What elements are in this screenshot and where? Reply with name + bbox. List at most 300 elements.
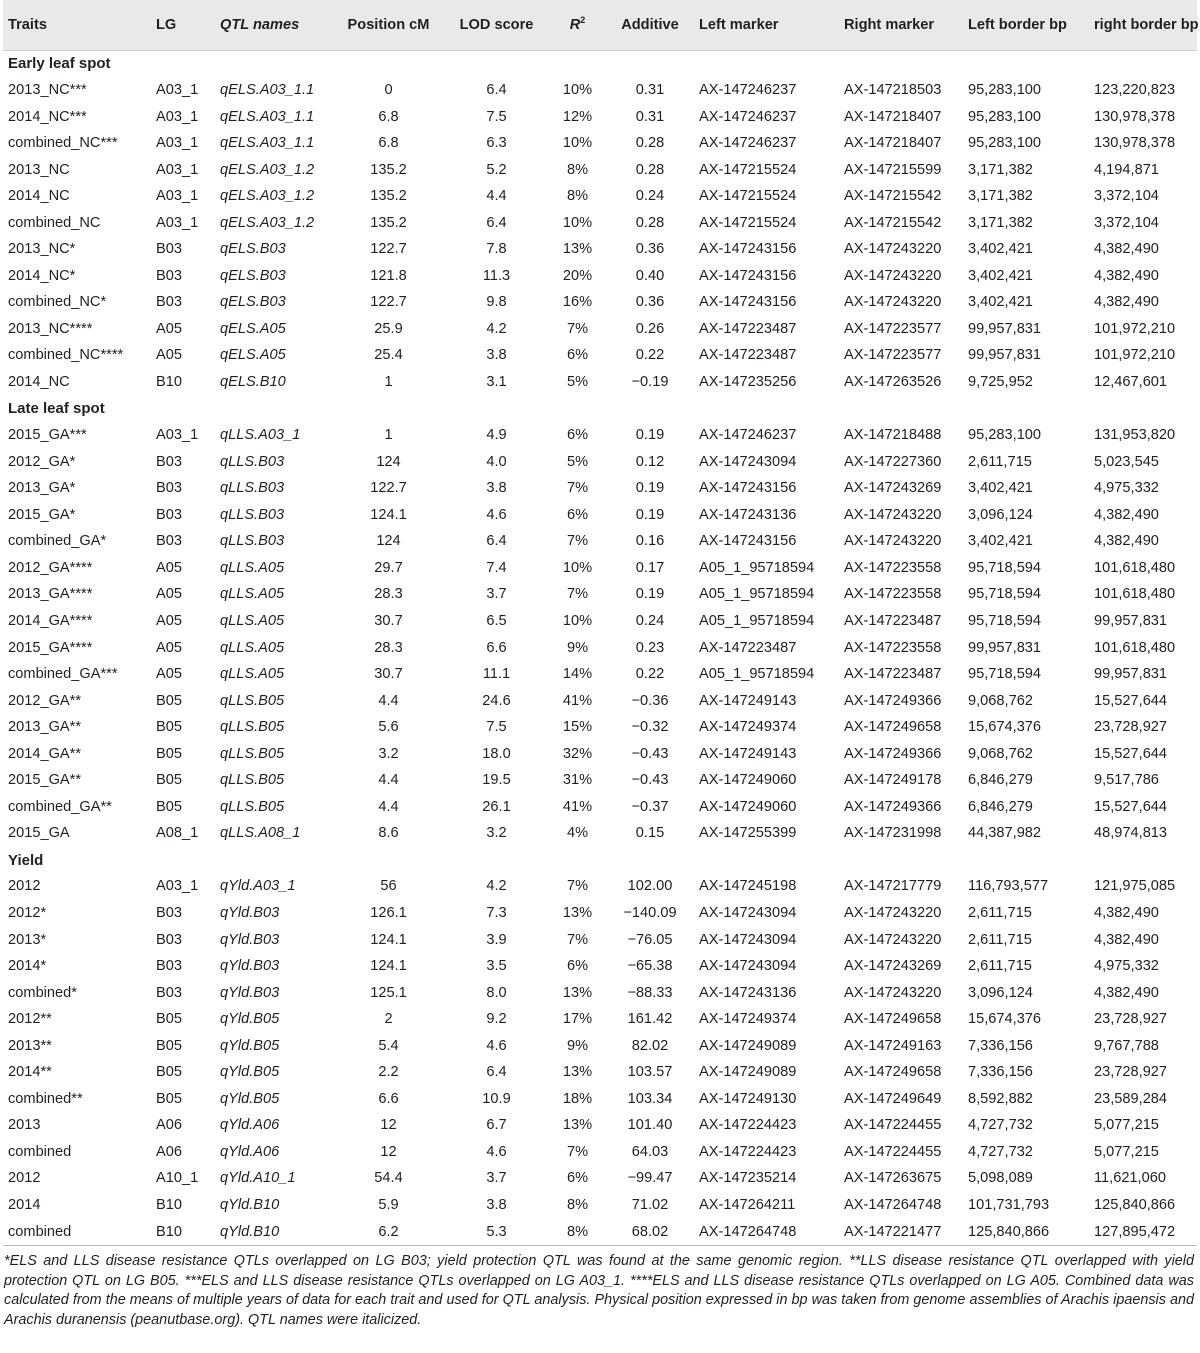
- cell-right-marker: AX-147263526: [844, 374, 942, 391]
- section-row: [3, 396, 1197, 423]
- table-row: [3, 714, 1197, 741]
- cell-additive: 0.40: [635, 267, 665, 284]
- cell-lod-score: 4.6: [486, 1037, 507, 1054]
- cell-left-border-bp: 3,402,421: [968, 533, 1033, 550]
- cell-additive: −0.43: [631, 772, 669, 789]
- cell-qtl-name: qYld.A10_1: [220, 1170, 296, 1187]
- cell-right-border-bp: 15,527,644: [1094, 798, 1168, 815]
- table-row: [3, 980, 1197, 1007]
- cell-right-marker: AX-147243220: [844, 931, 942, 948]
- cell-trait: 2013_GA**: [8, 719, 82, 736]
- cell-left-marker: AX-147243136: [699, 984, 797, 1001]
- cell-trait: combined_NC: [8, 214, 101, 231]
- cell-trait: 2015_GA****: [8, 639, 93, 656]
- cell-additive: 0.36: [635, 241, 665, 258]
- cell-lod-score: 3.5: [486, 958, 507, 975]
- cell-additive: 0.16: [635, 533, 665, 550]
- cell-position-cm: 124.1: [370, 506, 407, 523]
- cell-position-cm: 135.2: [370, 214, 407, 231]
- cell-additive: 0.19: [635, 506, 665, 523]
- cell-qtl-name: qLLS.B05: [220, 745, 285, 762]
- cell-lg: A05: [156, 666, 182, 683]
- cell-right-marker: AX-147249178: [844, 772, 942, 789]
- cell-right-border-bp: 127,895,472: [1089, 1219, 1197, 1246]
- table-row: [3, 528, 1197, 555]
- cell-r-squared: 13%: [562, 241, 593, 258]
- cell-additive: 0.36: [635, 294, 665, 311]
- cell-position-cm: 124.1: [370, 958, 407, 975]
- cell-trait: 2015_GA**: [8, 772, 82, 789]
- table-row: [3, 635, 1197, 662]
- cell-lod-score: 5.3: [444, 1219, 549, 1246]
- cell-right-border-bp: 101,618,480: [1094, 586, 1176, 603]
- cell-right-border-bp: 101,972,210: [1094, 320, 1176, 337]
- cell-right-marker: AX-147223558: [844, 559, 942, 576]
- cell-right-border-bp: 4,975,332: [1094, 958, 1159, 975]
- cell-lod-score: 4.4: [486, 188, 507, 205]
- cell-qtl-name: qELS.B03: [220, 294, 286, 311]
- cell-trait: 2012: [8, 878, 41, 895]
- cell-lg: B05: [156, 1064, 182, 1081]
- cell-qtl-name: qYld.B05: [220, 1011, 280, 1028]
- cell-r-squared: 31%: [562, 772, 593, 789]
- cell-left-border-bp: 4,727,732: [968, 1143, 1033, 1160]
- cell-trait: 2012**: [8, 1011, 52, 1028]
- table-row: [3, 77, 1197, 104]
- cell-r-squared: 15%: [562, 719, 593, 736]
- table-footnote: *ELS and LLS disease resistance QTLs overlapped on LG B03; yield protection QTL was found at the same genomic region. **LLS disease resistance QTL overlapped with yield protection QTL on LG B05. ***ELS and LLS disease resistance QTLs overlapped on LG A03_1. ****ELS and LLS disease resistance QTLs overlapped on LG A05. Combined data was calculated from the means of multiple years of data for each trait and used for QTL analysis. Physical position expressed in bp was taken from genome assemblies of Arachis ipaensis and Arachis duranensis (peanutbase.org). QTL names were italicized.: [4, 1253, 1194, 1328]
- cell-r-squared: 7%: [566, 480, 589, 497]
- cell-left-marker: AX-147243156: [699, 480, 797, 497]
- cell-trait: 2013_NC: [8, 161, 70, 178]
- cell-additive: −76.05: [627, 931, 673, 948]
- cell-right-border-bp: 5,023,545: [1094, 453, 1159, 470]
- cell-r-squared: 10%: [562, 214, 593, 231]
- cell-trait: 2013_GA****: [8, 586, 93, 603]
- cell-qtl-name: qYld.B03: [220, 931, 280, 948]
- cell-r-squared: 9%: [566, 1037, 589, 1054]
- cell-position-cm: 56: [380, 878, 397, 895]
- cell-lod-score: 3.7: [486, 586, 507, 603]
- cell-position-cm: 6.8: [378, 135, 399, 152]
- cell-r-squared: 6%: [566, 427, 589, 444]
- cell-r-squared: 6%: [566, 958, 589, 975]
- cell-lod-score: 3.8: [486, 347, 507, 364]
- cell-additive: 0.15: [635, 825, 665, 842]
- header-r-letter: R: [569, 16, 581, 33]
- cell-additive: 0.31: [635, 82, 665, 99]
- cell-qtl-name: qELS.A03_1.1: [220, 135, 315, 152]
- cell-qtl-name: qYld.B05: [220, 1090, 280, 1107]
- cell-left-marker: AX-147264211: [699, 1196, 796, 1213]
- section-title: Early leaf spot: [8, 55, 111, 73]
- cell-qtl-name: qELS.A05: [220, 320, 286, 337]
- cell-r-squared: 4%: [566, 825, 589, 842]
- header-left-border-bp: Left border bp: [963, 0, 1089, 50]
- section-row: [3, 847, 1197, 874]
- cell-additive: 0.26: [635, 320, 665, 337]
- cell-right-border-bp: 123,220,823: [1094, 82, 1176, 99]
- cell-trait: 2015_GA*: [8, 506, 76, 523]
- cell-position-cm: 5.6: [378, 719, 399, 736]
- table-row: [3, 1165, 1197, 1192]
- cell-lg: A05: [156, 612, 182, 629]
- cell-qtl-name: qELS.B03: [220, 241, 286, 258]
- cell-left-marker: AX-147246237: [699, 427, 797, 444]
- cell-qtl-name: qYld.B10: [220, 1196, 280, 1213]
- cell-left-marker: AX-147245198: [699, 878, 797, 895]
- cell-r-squared: 17%: [562, 1011, 593, 1028]
- cell-r-squared: 7%: [566, 1143, 589, 1160]
- table-row: [3, 104, 1197, 131]
- cell-lod-score: 6.4: [486, 533, 507, 550]
- cell-trait: 2015_GA: [8, 825, 70, 842]
- cell-position-cm: 8.6: [378, 825, 399, 842]
- cell-lg: A03_1: [156, 161, 199, 178]
- cell-lod-score: 6.7: [486, 1117, 507, 1134]
- cell-position-cm: 124.1: [370, 931, 407, 948]
- cell-lod-score: 10.9: [482, 1090, 511, 1107]
- cell-lod-score: 4.0: [486, 453, 507, 470]
- cell-trait: 2014: [8, 1196, 41, 1213]
- table-row: [3, 794, 1197, 821]
- cell-right-border-bp: 12,467,601: [1094, 374, 1168, 391]
- cell-left-border-bp: 2,611,715: [968, 453, 1032, 470]
- cell-r-squared: 7%: [566, 931, 589, 948]
- cell-left-marker: AX-147235214: [699, 1170, 797, 1187]
- cell-lg: A06: [156, 1143, 182, 1160]
- cell-left-border-bp: 95,718,594: [968, 612, 1042, 629]
- table-row: [3, 289, 1197, 316]
- cell-right-border-bp: 11,621,060: [1094, 1170, 1166, 1187]
- section-title: Late leaf spot: [8, 400, 105, 418]
- cell-lod-score: 4.6: [486, 506, 507, 523]
- cell-lg: B03: [156, 931, 182, 948]
- cell-right-marker: AX-147217779: [844, 878, 942, 895]
- cell-left-border-bp: 2,611,715: [968, 958, 1032, 975]
- cell-right-marker: AX-147243220: [844, 267, 942, 284]
- cell-left-marker: A05_1_95718594: [699, 559, 815, 576]
- cell-trait: 2012_GA****: [8, 559, 93, 576]
- cell-additive: 103.57: [627, 1064, 673, 1081]
- cell-qtl-name: qLLS.B05: [220, 772, 285, 789]
- cell-left-border-bp: 125,840,866: [963, 1219, 1089, 1246]
- cell-left-border-bp: 95,718,594: [968, 666, 1042, 683]
- cell-left-border-bp: 9,068,762: [968, 745, 1033, 762]
- cell-lod-score: 4.2: [486, 320, 507, 337]
- table-row: [3, 555, 1197, 582]
- cell-r-squared: 7%: [566, 586, 589, 603]
- cell-left-border-bp: 3,096,124: [968, 506, 1033, 523]
- cell-right-border-bp: 99,957,831: [1094, 666, 1168, 683]
- cell-qtl-name: qLLS.A05: [220, 586, 285, 603]
- cell-right-marker: AX-147223577: [844, 320, 942, 337]
- cell-qtl-name: qLLS.B03: [220, 533, 285, 550]
- cell-additive: 71.02: [631, 1196, 669, 1213]
- cell-left-border-bp: 8,592,882: [968, 1090, 1033, 1107]
- cell-position-cm: 28.3: [374, 639, 403, 656]
- cell-r-squared: 12%: [562, 108, 593, 125]
- cell-left-marker: AX-147255399: [699, 825, 797, 842]
- cell-left-marker: AX-147243136: [699, 506, 797, 523]
- cell-right-marker: AX-147243220: [844, 241, 942, 258]
- cell-lod-score: 4.2: [486, 878, 507, 895]
- table-row: [3, 873, 1197, 900]
- cell-lod-score: 9.8: [486, 294, 507, 311]
- table-row: [3, 608, 1197, 635]
- cell-right-marker: AX-147264748: [844, 1196, 942, 1213]
- cell-position-cm: 121.8: [370, 267, 407, 284]
- cell-right-marker: AX-147249366: [844, 692, 942, 709]
- table-row: [3, 343, 1197, 370]
- cell-lg: A03_1: [156, 214, 199, 231]
- cell-additive: 103.34: [627, 1090, 673, 1107]
- table-row: [3, 369, 1197, 396]
- cell-r-squared: 10%: [562, 612, 593, 629]
- cell-right-marker: AX-147231998: [844, 825, 942, 842]
- cell-lg: B05: [156, 772, 182, 789]
- cell-left-border-bp: 101,731,793: [968, 1196, 1050, 1213]
- cell-position-cm: 124: [376, 453, 401, 470]
- cell-qtl-name: qYld.B10: [215, 1219, 333, 1246]
- cell-position-cm: 1: [384, 374, 393, 391]
- cell-right-marker: AX-147215542: [844, 188, 942, 205]
- table-row: [3, 741, 1197, 768]
- cell-left-border-bp: 95,718,594: [968, 586, 1042, 603]
- cell-trait: 2013_GA*: [8, 480, 76, 497]
- cell-additive: −65.38: [627, 958, 673, 975]
- cell-qtl-name: qLLS.B05: [220, 798, 285, 815]
- cell-qtl-name: qELS.B10: [220, 374, 286, 391]
- cell-additive: 0.19: [635, 427, 665, 444]
- cell-left-marker: A05_1_95718594: [699, 612, 815, 629]
- cell-right-border-bp: 101,618,480: [1094, 559, 1176, 576]
- cell-right-marker: AX-147218407: [844, 108, 942, 125]
- cell-right-border-bp: 130,978,378: [1094, 135, 1176, 152]
- cell-left-marker: AX-147246237: [699, 108, 797, 125]
- cell-left-border-bp: 3,402,421: [968, 241, 1033, 258]
- cell-lg: A05: [156, 639, 182, 656]
- cell-r-squared: 16%: [562, 294, 593, 311]
- qtl-table: [3, 0, 1197, 1246]
- cell-right-marker: AX-147249366: [844, 798, 942, 815]
- cell-left-border-bp: 99,957,831: [968, 320, 1042, 337]
- cell-qtl-name: qELS.A03_1.2: [220, 188, 315, 205]
- cell-qtl-name: qLLS.A05: [220, 639, 285, 656]
- cell-r-squared: 7%: [566, 878, 589, 895]
- cell-left-marker: AX-147243094: [699, 931, 797, 948]
- cell-r-squared: 18%: [562, 1090, 593, 1107]
- cell-left-border-bp: 3,171,382: [968, 214, 1033, 231]
- cell-position-cm: 25.4: [374, 347, 403, 364]
- cell-lg: A06: [156, 1117, 182, 1134]
- cell-right-marker: AX-147224455: [844, 1117, 942, 1134]
- cell-additive: 0.22: [635, 666, 665, 683]
- cell-right-border-bp: 9,517,786: [1094, 772, 1159, 789]
- cell-lod-score: 24.6: [482, 692, 511, 709]
- cell-qtl-name: qELS.A03_1.2: [220, 161, 315, 178]
- cell-additive: 82.02: [631, 1037, 669, 1054]
- header-r-superscript: 2: [580, 14, 586, 25]
- cell-qtl-name: qLLS.A05: [220, 666, 285, 683]
- cell-lod-score: 3.8: [486, 1196, 507, 1213]
- cell-lg: B03: [156, 480, 182, 497]
- cell-left-marker: AX-147249374: [699, 1011, 797, 1028]
- cell-position-cm: 0: [384, 82, 393, 99]
- table-row: [3, 1033, 1197, 1060]
- cell-trait: 2013_NC*: [8, 241, 76, 258]
- cell-additive: −99.47: [627, 1170, 673, 1187]
- cell-lg: B03: [156, 241, 182, 258]
- cell-position-cm: 54.4: [374, 1170, 403, 1187]
- cell-trait: 2013**: [8, 1037, 52, 1054]
- cell-lg: B05: [156, 1090, 182, 1107]
- cell-trait: 2014*: [8, 958, 47, 975]
- cell-r-squared: 9%: [566, 639, 589, 656]
- cell-lg: A03_1: [156, 427, 199, 444]
- cell-lod-score: 11.1: [482, 666, 511, 683]
- cell-qtl-name: qYld.A03_1: [220, 878, 296, 895]
- cell-trait: combined_GA***: [8, 666, 118, 683]
- cell-trait: 2013*: [8, 931, 47, 948]
- cell-additive: 0.19: [635, 586, 665, 603]
- cell-left-border-bp: 95,283,100: [968, 135, 1042, 152]
- table-row: [3, 1059, 1197, 1086]
- cell-left-border-bp: 5,098,089: [968, 1170, 1033, 1187]
- cell-trait: combined_GA**: [8, 798, 112, 815]
- cell-right-border-bp: 4,194,871: [1094, 161, 1159, 178]
- cell-additive: 0.12: [635, 453, 665, 470]
- cell-left-border-bp: 15,674,376: [968, 1011, 1042, 1028]
- cell-left-border-bp: 3,402,421: [968, 267, 1033, 284]
- cell-lg: B05: [156, 745, 182, 762]
- cell-lod-score: 6.4: [486, 214, 507, 231]
- cell-r-squared: 10%: [562, 559, 593, 576]
- cell-left-marker: AX-147224423: [699, 1143, 797, 1160]
- cell-additive: 102.00: [627, 878, 673, 895]
- cell-position-cm: 28.3: [374, 586, 403, 603]
- cell-lod-score: 3.7: [486, 1170, 507, 1187]
- table-row: [3, 581, 1197, 608]
- cell-lod-score: 7.3: [486, 904, 507, 921]
- cell-lg: A03_1: [156, 135, 199, 152]
- cell-right-border-bp: 5,077,215: [1094, 1117, 1159, 1134]
- cell-left-border-bp: 95,283,100: [968, 108, 1042, 125]
- cell-additive: 68.02: [606, 1219, 694, 1246]
- cell-position-cm: 135.2: [370, 188, 407, 205]
- cell-right-border-bp: 3,372,104: [1094, 214, 1159, 231]
- cell-additive: 0.24: [635, 612, 665, 629]
- cell-left-border-bp: 3,402,421: [968, 480, 1033, 497]
- cell-position-cm: 25.9: [374, 320, 403, 337]
- cell-lod-score: 7.5: [486, 719, 507, 736]
- table-row: [3, 475, 1197, 502]
- cell-left-border-bp: 44,387,982: [968, 825, 1042, 842]
- cell-left-marker: AX-147243094: [699, 453, 797, 470]
- cell-right-border-bp: 4,382,490: [1094, 931, 1159, 948]
- table-row: [3, 183, 1197, 210]
- cell-lod-score: 6.6: [486, 639, 507, 656]
- cell-right-marker: AX-147218407: [844, 135, 942, 152]
- cell-lod-score: 3.9: [486, 931, 507, 948]
- cell-lod-score: 26.1: [482, 798, 511, 815]
- table-body: [3, 50, 1197, 1246]
- cell-right-marker: AX-147263675: [844, 1170, 942, 1187]
- cell-trait: 2014_GA**: [8, 745, 82, 762]
- cell-left-border-bp: 3,171,382: [968, 188, 1033, 205]
- cell-left-marker: AX-147264748: [694, 1219, 839, 1246]
- cell-right-border-bp: 4,382,490: [1094, 904, 1159, 921]
- cell-trait: 2014_NC*: [8, 267, 76, 284]
- cell-additive: 101.40: [627, 1117, 673, 1134]
- header-traits: Traits: [3, 0, 151, 50]
- cell-left-marker: AX-147235256: [699, 374, 797, 391]
- cell-r-squared: 6%: [566, 347, 589, 364]
- cell-additive: −0.32: [631, 719, 669, 736]
- cell-lg: A03_1: [156, 82, 199, 99]
- cell-lod-score: 4.9: [486, 427, 507, 444]
- cell-lg: A03_1: [156, 188, 199, 205]
- cell-trait: combined: [3, 1219, 151, 1246]
- cell-trait: 2012_GA**: [8, 692, 82, 709]
- cell-position-cm: 6.8: [378, 108, 399, 125]
- cell-trait: 2014_NC: [8, 374, 70, 391]
- cell-position-cm: 122.7: [370, 294, 407, 311]
- section-title: Yield: [8, 851, 44, 869]
- cell-position-cm: 30.7: [374, 612, 403, 629]
- cell-qtl-name: qLLS.B03: [220, 506, 285, 523]
- cell-r-squared: 41%: [562, 692, 593, 709]
- cell-right-border-bp: 23,728,927: [1094, 1064, 1168, 1081]
- cell-right-border-bp: 4,382,490: [1094, 241, 1159, 258]
- cell-trait: 2013_NC****: [8, 320, 93, 337]
- cell-position-cm: 6.6: [378, 1090, 399, 1107]
- cell-position-cm: 2: [384, 1011, 393, 1028]
- cell-right-border-bp: 101,618,480: [1094, 639, 1176, 656]
- cell-right-marker: AX-147249163: [844, 1037, 942, 1054]
- section-row: [3, 50, 1197, 77]
- cell-lod-score: 6.3: [486, 135, 507, 152]
- cell-lod-score: 11.3: [482, 267, 511, 284]
- cell-trait: combined_GA*: [8, 533, 107, 550]
- cell-left-marker: AX-147249143: [699, 745, 797, 762]
- cell-lod-score: 3.2: [486, 825, 507, 842]
- cell-position-cm: 124: [376, 533, 401, 550]
- cell-left-border-bp: 9,068,762: [968, 692, 1033, 709]
- cell-right-marker: AX-147223558: [844, 586, 942, 603]
- table-row: [3, 1112, 1197, 1139]
- cell-qtl-name: qYld.A06: [220, 1117, 280, 1134]
- cell-r-squared: 8%: [566, 161, 589, 178]
- cell-left-marker: AX-147215524: [699, 214, 797, 231]
- cell-position-cm: 30.7: [374, 666, 403, 683]
- cell-right-marker: AX-147243269: [844, 480, 942, 497]
- cell-additive: 0.28: [635, 135, 665, 152]
- cell-left-border-bp: 116,793,577: [968, 878, 1049, 895]
- header-right-marker: Right marker: [839, 0, 963, 50]
- cell-additive: −0.36: [631, 692, 669, 709]
- cell-left-border-bp: 95,283,100: [968, 427, 1042, 444]
- cell-lg: A08_1: [156, 825, 199, 842]
- cell-r-squared: 8%: [566, 188, 589, 205]
- cell-trait: combined*: [8, 984, 77, 1001]
- cell-right-border-bp: 101,972,210: [1094, 347, 1176, 364]
- cell-position-cm: 4.4: [378, 798, 399, 815]
- cell-lg: B10: [156, 374, 182, 391]
- cell-right-marker: AX-147223577: [844, 347, 942, 364]
- cell-r-squared: 10%: [562, 82, 593, 99]
- cell-right-marker: AX-147249658: [844, 1011, 942, 1028]
